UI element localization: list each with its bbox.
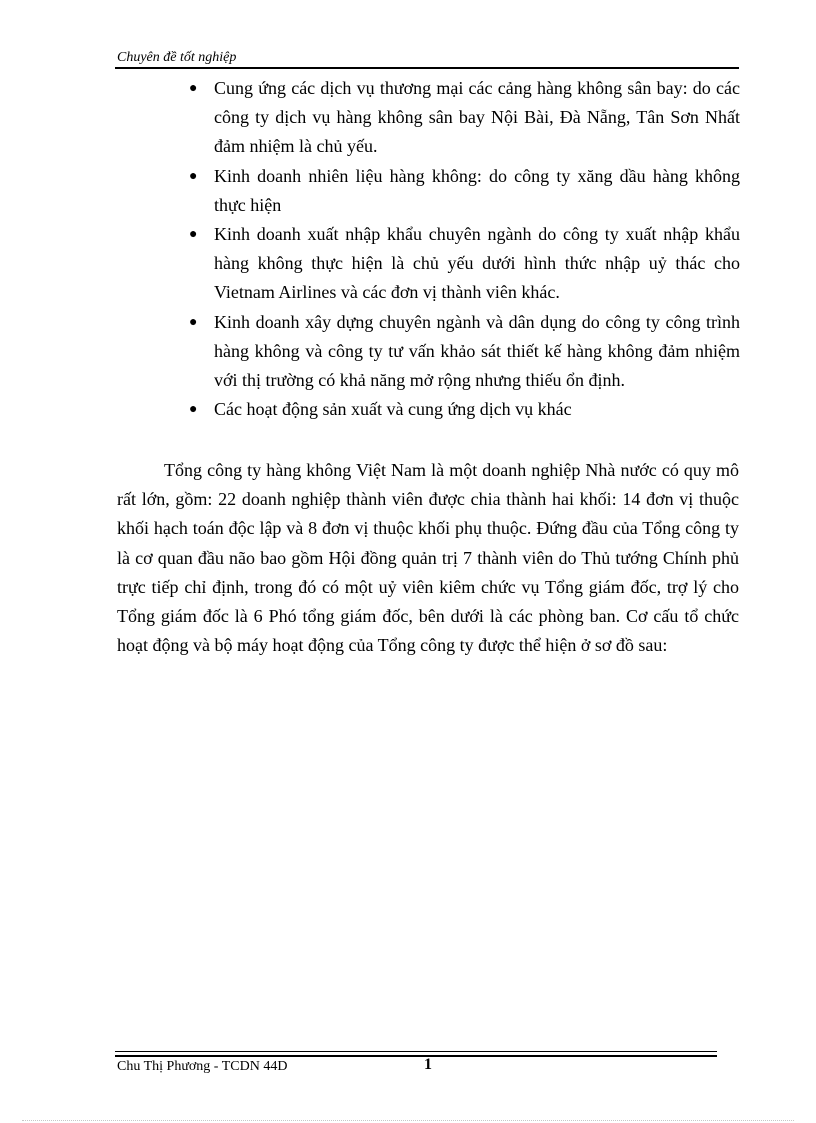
bullet-text: Kinh doanh xây dựng chuyên ngành và dân dụng do công ty công trình hàng không và công ty tư vấn khảo sát thiết kế hàng không đảm nhiệm với thị trường có khả năng mở rộng nhưng thiếu ổn định. (214, 311, 740, 391)
bullet-icon: ● (189, 81, 198, 96)
header-title: Chuyên đề tốt nghiệp (117, 50, 237, 65)
bullet-item (188, 162, 740, 220)
bullet-text: Kinh doanh xuất nhập khẩu chuyên ngành do công ty xuất nhập khẩu hàng không thực hiện là chủ yếu dưới hình thức nhập uỷ thác cho Vietnam Airlines và các đơn vị thành viên khác. (214, 224, 740, 303)
bullet-item (188, 308, 740, 396)
header-rule (115, 67, 739, 69)
page-number: 1 (424, 1056, 432, 1073)
bullet-icon: ● (189, 168, 198, 184)
bullet-list (188, 74, 740, 424)
body-paragraph: Tổng công ty hàng không Việt Nam là một doanh nghiệp Nhà nước có quy mô rất lớn, gồm: 22 doanh nghiệp thành viên được chia thành hai khối: 14 đơn vị thuộc khối hạch toán độc lập và 8 đơn vị thuộc khối phụ thuộc. Đứng đầu của Tổng công ty là cơ quan đầu não bao gồm Hội đồng quản trị 7 thành viên do Thủ tướng Chính phủ trực tiếp chỉ định, trong đó có một uỷ viên kiêm chức vụ Tổng giám đốc, trợ lý cho Tổng giám đốc là 6 Phó tổng giám đốc, bên dưới là các phòng ban. Cơ cấu tổ chức hoạt động và bộ máy hoạt động của Tổng công ty được thể hiện ở sơ đồ sau: (117, 460, 739, 656)
bullet-item (188, 74, 740, 162)
bullet-text: Kinh doanh nhiên liệu hàng không: do công ty xăng dầu hàng không thực hiện (214, 165, 740, 215)
bullet-icon: ● (189, 402, 198, 418)
bullet-item (188, 395, 740, 424)
bullet-text: Cung ứng các dịch vụ thương mại các cảng hàng không sân bay: do các công ty dịch vụ hàng không sân bay Nội Bài, Đà Nẵng, Tân Sơn Nhất đảm nhiệm là chủ yếu. (214, 78, 740, 157)
bullet-item (188, 220, 740, 308)
bullet-icon: ● (189, 314, 198, 330)
footer-rule (115, 1055, 717, 1057)
footer-author: Chu Thị Phương - TCDN 44D (117, 1059, 288, 1074)
bullet-icon: ● (189, 227, 198, 243)
page-edge-divider (22, 1120, 794, 1121)
bullet-text: Các hoạt động sản xuất và cung ứng dịch vụ khác (214, 399, 572, 420)
footer-rule (115, 1051, 717, 1052)
